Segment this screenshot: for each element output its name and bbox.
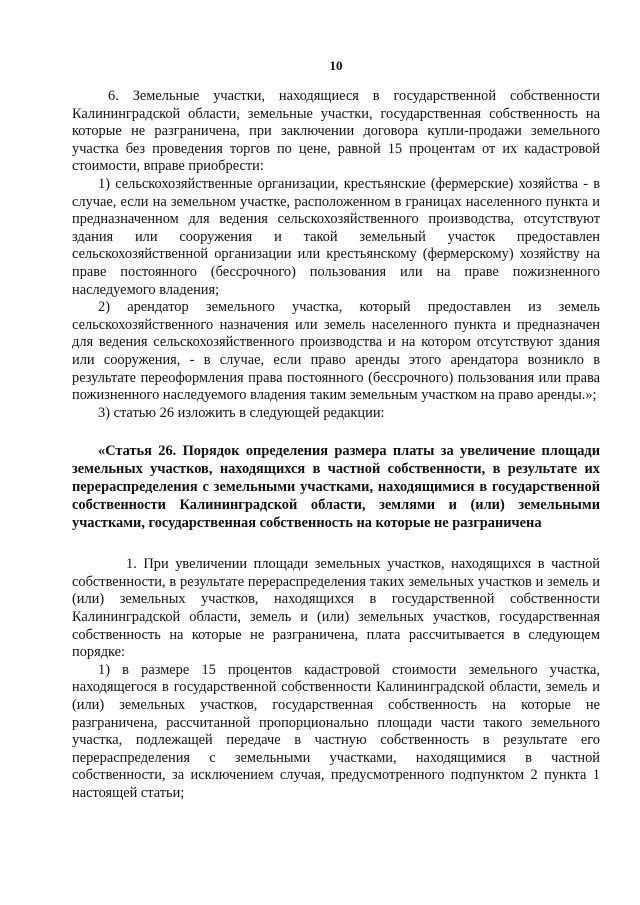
article-26-point-1-subpoint-1: 1) в размере 15 процентов кадастровой стоимости земельного участка, находящегося в государственной собственности Калининградской области, земель и (или) земельных участков, государственная собственность на которые не разграничена, рассчитанной пропорционально площади части такого земельного участка, подлежащей передаче в частную собственность в результате его перераспределения с земельными участками, находящимися в частной собственности, за исключением случая, предусмотренного подпунктом 2 пункта 1 настоящей статьи; xyxy=(72,661,600,801)
paragraph-6: 6. Земельные участки, находящиеся в государственной собственности Калининградской области, земельные участки, государственная собственность на которые не разграничена, при заключении договора купли-продажи земельного участка без проведения торгов по цене, равной 15 процентам от их кадастровой стоимости, вправе приобрести: xyxy=(72,88,600,175)
paragraph-6-item-2: 2) арендатор земельного участка, который предоставлен из земель сельскохозяйственного назначения или земель населенного пункта и предназначен для ведения сельскохозяйственного производства и на котором отсутствуют здания или сооружения, - в случае, если право аренды этого арендатора возникло в результате переоформления права постоянного (бессрочного) пользования или права пожизненного наследуемого владения таким земельным участком на право аренды.»; xyxy=(72,299,600,404)
page-number: 10 xyxy=(329,58,343,73)
paragraph-6-item-1: 1) сельскохозяйственные организации, крестьянские (фермерские) хозяйства - в случае, если на земельном участке, расположенном в границах населенного пункта и предназначенном для ведения сельскохозяйственного производства, отсутствуют здания или сооружения и такой земельный участок предоставлен сельскохозяйственной организации или крестьянскому (фермерскому) хозяйству на праве постоянного (бессрочного) пользования или на праве пожизненного наследуемого владения; xyxy=(72,175,600,298)
article-26-point-1: 1. При увеличении площади земельных участков, находящихся в частной собственности, в результате перераспределения таких земельных участков и земель и (или) земельных участков, находящихся в государственной собственности Калининградской области, земель и (или) земельных участков, государственная собственность на которые не разграничена, плата рассчитывается в следующем порядке: xyxy=(72,556,600,661)
article-26-heading: «Статья 26. Порядок определения размера платы за увеличение площади земельных участков, находящихся в частной собственности, в результате их перераспределения с земельными участками, находящимися в государственной собственности Калининградской области, землями и (или) земельными участками, государственная собственность на которые не разграничена xyxy=(72,443,600,532)
paragraph-3: 3) статью 26 изложить в следующей редакции: xyxy=(98,404,385,421)
